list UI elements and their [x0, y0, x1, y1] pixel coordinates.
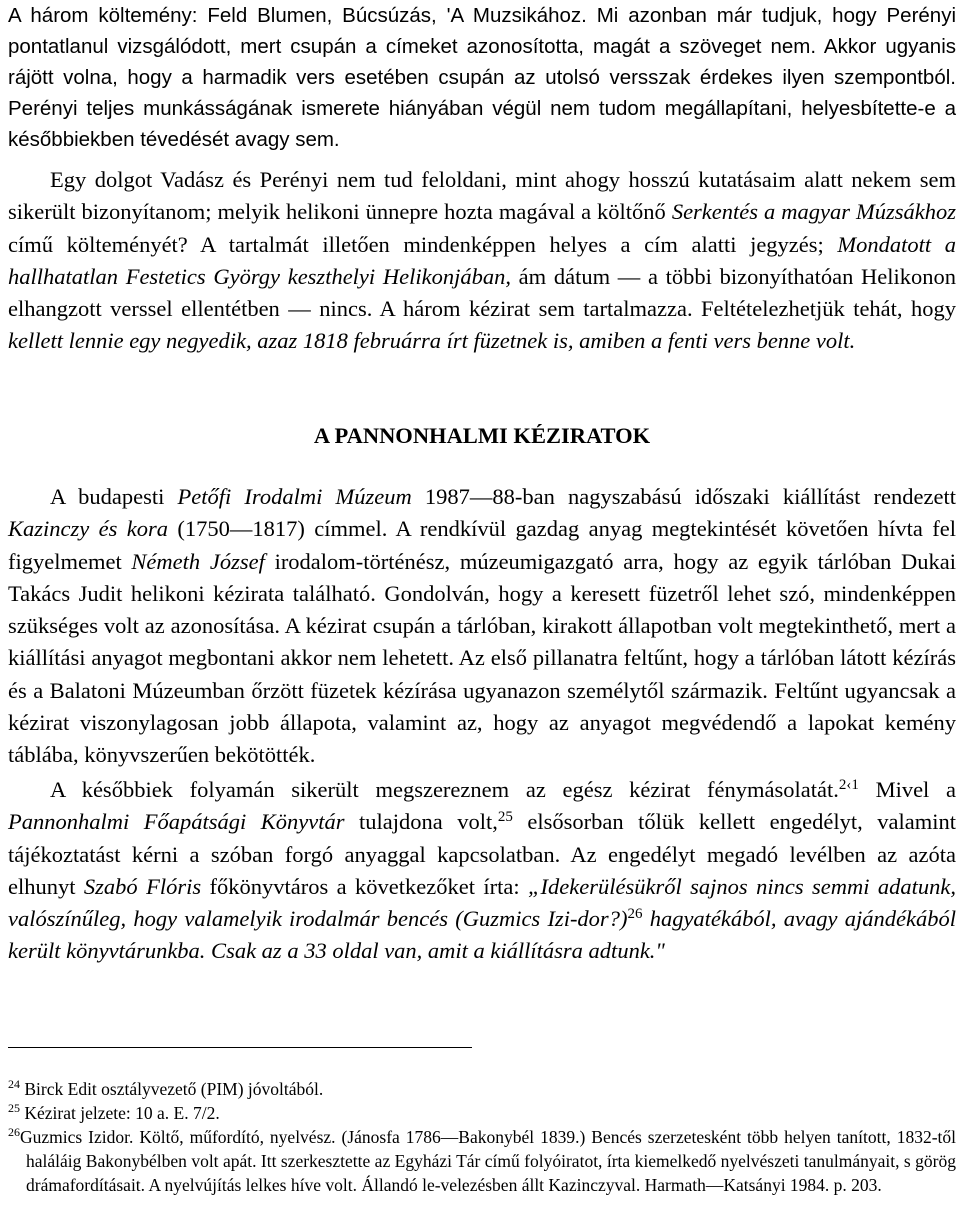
italic-title: Serkentés a magyar Múzsákhoz — [671, 199, 956, 225]
text-run: Egy dolgot Vadász és Perényi nem tud feloldani, mint ahogy hosszú kutatásaim alatt nekem sem sikerült bizonyítanom; melyik helikoni ünnepre hozta magával a költőnő — [8, 167, 956, 225]
footnote-26 — [8, 1125, 956, 1197]
text-run: főkönyvtáros a következőket írta: — [201, 873, 529, 899]
paragraph-photocopy — [8, 774, 956, 968]
paragraph-vadasz-perenyi — [8, 164, 956, 358]
text-run: című költeményét? A tartalmát illetően mindenképpen helyes a cím alatti jegyzés; — [8, 231, 838, 257]
italic-museum: Petőfi Irodalmi Múzeum — [177, 484, 412, 509]
footnote-text: Guzmics Izidor. Költő, műfordító, nyelvész. (Jánosfa 1786—Bakonybél 1839.) Bencés szerzetesként több helyen tanított, 1832-től haláláig Bakonybélben volt apát. Itt szerkesztette az Egyházi Tár című folyóiratot, írta kiemelkedő nyelvészeti tanulmányait, s görög drámafordításait. A nyelvújítás lelkes híve volt. Állandó le-velezésben állt Kazinczyval. Harmath—Katsányi 1984. p. 203. — [20, 1127, 956, 1195]
italic-quote: Mondatott a hallhatatlan Festetics György keszthelyi Helikonjában, — [8, 231, 956, 289]
text-run: A budapesti — [50, 484, 178, 509]
footnote-number: 26 — [8, 1125, 20, 1139]
paragraph-intro: A három költemény: Feld Blumen, Búcsúzás, 'A Muzsikához. Mi azonban már tudjuk, hogy Perényi pontatlanul vizsgálódott, mert csupán a címeket azonosította, magát a szöveget nem. Akkor ugyanis rájött volna, hogy a harmadik vers esetében csupán az utolsó versszak érdekes ilyen szempontból. Perényi teljes munkásságának ismerete hiányában végül nem tudom megállapítani, helyesbítette-e a későbbiekben tévedését avagy sem. — [8, 4, 956, 151]
text-run: A későbbiek folyamán sikerült megszereznem az egész kézirat fénymásolatát. — [50, 777, 839, 802]
footnote-number: 24 — [8, 1077, 20, 1091]
text-run: irodalom-történész, múzeumigazgató arra, hogy az egyik tárlóban Dukai Takács Judit helikoni kézirata található. Gondolván, hogy a keresett füzetről lehet szó, mindenképpen szükséges volt az azonosítása. A kézirat csupán a tárlóban, kirakott állapotban volt megtekinthető, mert a kiállítási anyagot megbontani akkor nem lehetett. Az első pillanatra feltűnt, hogy a tárlóban látott kézírás és a Balatoni Múzeumban őrzött füzetek kézírása ugyanazon személytől származik. Feltűnt ugyancsak a kézirat viszonylagosan jobb állapota, valamint az, hogy az anyagot megvédendő a lapokat kemény táblába, könyvszerűen bekötötték. — [8, 548, 957, 768]
italic-quote: hagyatékából, avagy ajándékából került könyvtárunkba. Csak az a 33 oldal van, amit a kiállításra adtunk." — [8, 906, 956, 964]
footnote-separator — [8, 1047, 472, 1048]
text-run: ám dátum — a többi bizonyíthatóan Helikonon elhangzott verssel ellentétben — nincs. A három kézirat sem tartalmazza. Feltételezhetjük tehát, hogy — [8, 263, 956, 322]
footnote-ref: 26 — [627, 906, 643, 923]
footnote-ref: 2‹1 — [838, 777, 859, 793]
footnotes — [8, 1077, 956, 1197]
italic-conclusion: kellett lennie egy negyedik, azaz 1818 februárra írt füzetnek is, amiben a fenti vers benne volt. — [8, 328, 856, 354]
text-run: (1750—1817) címmel. A rendkívül gazdag anyag megtekintését követően hívta fel figyelmemet — [8, 516, 956, 574]
italic-person: Szabó Flóris — [83, 873, 202, 899]
italic-library: Pannonhalmi Főapátsági Könyvtár — [8, 809, 345, 835]
footnote-number: 25 — [8, 1101, 20, 1115]
italic-quote: „Idekerülésükről sajnos nincs semmi adatunk, valószínűleg, hogy valamelyik irodalmár bencés (Guzmics Izi-dor?) — [8, 873, 957, 932]
footnote-text: Kézirat jelzete: 10 a. E. 7/2. — [20, 1103, 220, 1123]
footnote-text: Birck Edit osztályvezető (PIM) jóvoltából. — [20, 1079, 324, 1099]
section-heading: A PANNONHALMI KÉZIRATOK — [313, 423, 651, 448]
italic-exhibition: Kazinczy és kora — [8, 516, 168, 542]
footnote-25 — [8, 1101, 956, 1125]
footnote-24 — [8, 1077, 956, 1101]
text-run: elsősorban tőlük kellett engedélyt, valamint tájékoztatást kérni a szóban forgó anyaggal kapcsolatban. Az engedélyt megadó levélben az azóta elhunyt — [8, 809, 956, 899]
text-run: tulajdona volt, — [344, 809, 498, 835]
text-run: 1987—88-ban nagyszabású időszaki kiállítást rendezett — [411, 484, 956, 509]
italic-person: Németh József — [131, 548, 265, 574]
footnote-ref: 25 — [497, 809, 513, 826]
text-run: Mivel a — [858, 777, 956, 802]
paragraph-pannonhalmi — [8, 481, 956, 772]
